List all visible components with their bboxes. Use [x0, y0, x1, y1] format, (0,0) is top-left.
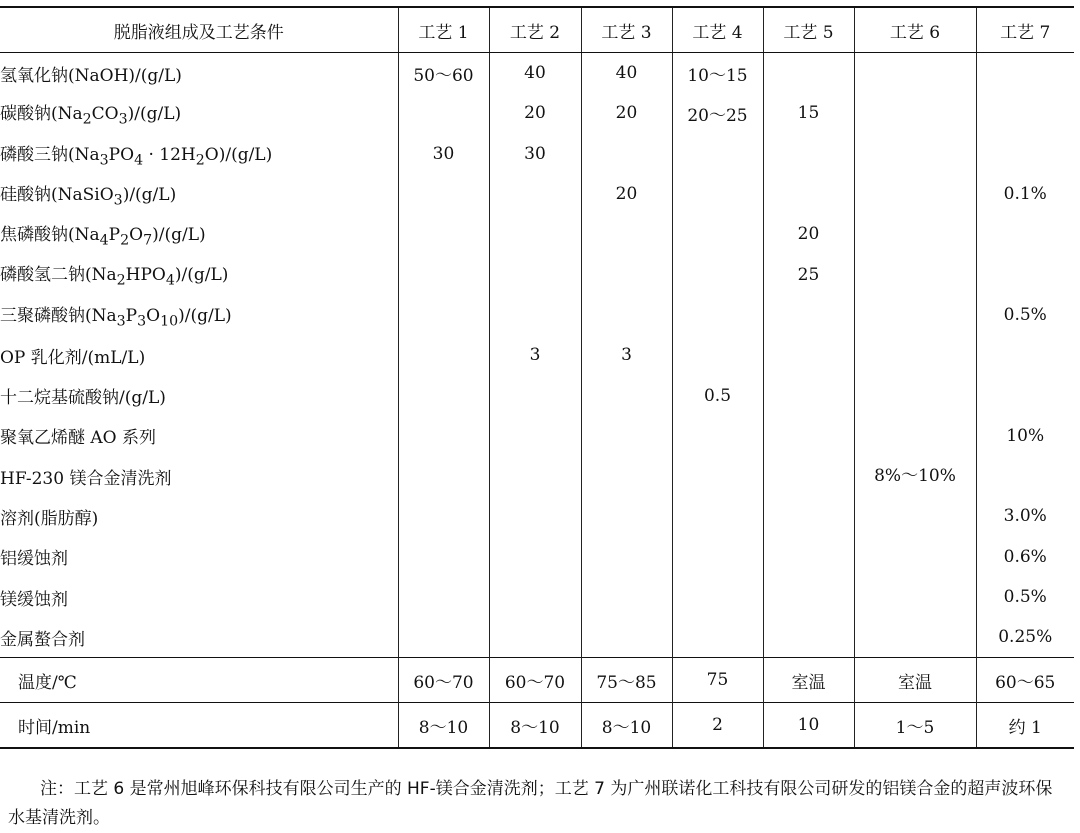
cell-p2: [489, 416, 581, 456]
cell-p5: [763, 537, 854, 577]
row-label: 磷酸三钠$(Na_3PO_4 \cdot 12H_2O)/(g/L)$: [0, 144, 273, 168]
table-header-row: [0, 7, 1074, 53]
cell-p7: 0.6%: [976, 537, 1074, 577]
cell-p1: 60～70: [398, 658, 489, 703]
header-process-5: 工艺 5: [763, 7, 854, 53]
cell-p6-merged: [854, 53, 976, 658]
cell-p2: [489, 375, 581, 415]
cell-p2: [489, 617, 581, 658]
cell-p7: 约 1: [976, 703, 1074, 749]
cell-p5: 25: [763, 254, 854, 294]
cell-p1: 50～60: [398, 53, 489, 94]
cell-p2: [489, 577, 581, 617]
cell-p3: [581, 134, 672, 174]
cell-p7: 0.5%: [976, 577, 1074, 617]
cell-p3: [581, 537, 672, 577]
row-label: 聚氧乙烯醚 AO 系列: [0, 428, 157, 449]
cell-p7: [976, 53, 1074, 94]
row-label: 金属螯合剂: [0, 629, 85, 650]
cell-p1: [398, 577, 489, 617]
cell-p1: [398, 335, 489, 375]
row-label: HF-230 镁合金清洗剂: [0, 468, 172, 489]
process-table-container: [0, 6, 1074, 749]
header-process-1: 工艺 1: [398, 7, 489, 53]
row-label: 铝缓蚀剂: [0, 549, 68, 570]
cell-p7: 0.1%: [976, 174, 1074, 214]
cell-p4: [672, 335, 763, 375]
cell-p5: [763, 53, 854, 94]
cell-p2: 60～70: [489, 658, 581, 703]
cell-p3: [581, 214, 672, 254]
cell-p7: [976, 93, 1074, 133]
cell-p4: 75: [672, 658, 763, 703]
cell-p4: [672, 496, 763, 536]
cell-p3: [581, 375, 672, 415]
cell-p7: [976, 254, 1074, 294]
cell-p5: [763, 456, 854, 496]
row-label: 三聚磷酸钠$(Na_3P_3O_{10})/(g/L)$: [0, 305, 232, 330]
cell-p2: [489, 456, 581, 496]
row-label: 焦磷酸钠$(Na_4P_2O_7)/(g/L)$: [0, 225, 206, 249]
cell-p2: [489, 254, 581, 294]
cell-p4: 10～15: [672, 53, 763, 94]
cell-p2: [489, 496, 581, 536]
cell-p3: 20: [581, 174, 672, 214]
cell-p5: 10: [763, 703, 854, 749]
cell-p3: [581, 456, 672, 496]
cell-p4: [672, 174, 763, 214]
cell-p1: [398, 375, 489, 415]
cell-p5: [763, 134, 854, 174]
cell-p2: [489, 214, 581, 254]
temperature-row: [0, 658, 1074, 703]
cell-p4: [672, 214, 763, 254]
cell-p4: 20～25: [672, 93, 763, 133]
cell-p4: [672, 617, 763, 658]
cell-p1: [398, 174, 489, 214]
cell-p1: 30: [398, 134, 489, 174]
cell-p3: 3: [581, 335, 672, 375]
cell-p6: 1～5: [854, 703, 976, 749]
cell-p5: 室温: [763, 658, 854, 703]
table-footnote: 注：工艺 6 是常州旭峰环保科技有限公司生产的 HF-镁合金清洗剂；工艺 7 为广州联诺化工科技有限公司研发的铝镁合金的超声波环保水基清洗剂。: [8, 779, 1053, 828]
cell-p3: 75～85: [581, 658, 672, 703]
cell-p3: [581, 254, 672, 294]
cell-p1: [398, 214, 489, 254]
cell-p2: [489, 295, 581, 335]
row-label: 碳酸钠$(Na_2CO_3)/(g/L)$: [0, 104, 182, 128]
cell-p1: [398, 537, 489, 577]
degreasing-process-table: [0, 6, 1074, 749]
cell-p2: 40: [489, 53, 581, 94]
cell-p3: 40: [581, 53, 672, 94]
header-process-7: 工艺 7: [976, 7, 1074, 53]
cell-p4: 2: [672, 703, 763, 749]
cell-p5: [763, 577, 854, 617]
cell-p4: [672, 416, 763, 456]
cell-p2: 8～10: [489, 703, 581, 749]
cell-p7: [976, 134, 1074, 174]
cell-p3: [581, 416, 672, 456]
cell-p5: [763, 174, 854, 214]
cell-p5: [763, 335, 854, 375]
cell-p2: 3: [489, 335, 581, 375]
cell-p1: [398, 456, 489, 496]
header-process-2: 工艺 2: [489, 7, 581, 53]
cell-p7: 3.0%: [976, 496, 1074, 536]
header-composition: 脱脂液组成及工艺条件: [0, 7, 398, 53]
row-label: 硅酸钠(NaSiO$_3$)/(g/L): [0, 184, 177, 209]
cell-p1: [398, 496, 489, 536]
cell-p4: 0.5: [672, 375, 763, 415]
cell-p7: 0.5%: [976, 295, 1074, 335]
row-label: 镁缓蚀剂: [0, 589, 68, 610]
cell-p1: [398, 416, 489, 456]
cell-p2: [489, 174, 581, 214]
cell-p2: 20: [489, 93, 581, 133]
row-label: 溶剂(脂肪醇): [0, 508, 99, 529]
cell-p6: 室温: [854, 658, 976, 703]
cell-p3: 20: [581, 93, 672, 133]
cell-p1: [398, 617, 489, 658]
row-label: 时间/min: [0, 703, 398, 749]
p6-value: 8%～10%: [874, 465, 956, 486]
cell-p5: [763, 295, 854, 335]
cell-p7: 10%: [976, 416, 1074, 456]
cell-p7: [976, 214, 1074, 254]
cell-p4: [672, 134, 763, 174]
cell-p2: [489, 537, 581, 577]
cell-p4: [672, 295, 763, 335]
cell-p5: [763, 617, 854, 658]
cell-p7: [976, 456, 1074, 496]
cell-p3: [581, 496, 672, 536]
cell-p4: [672, 456, 763, 496]
cell-p1: [398, 254, 489, 294]
row-label: 磷酸氢二钠$(Na_2HPO_4)/(g/L)$: [0, 265, 229, 289]
row-label: 温度/℃: [0, 658, 398, 703]
cell-p2: 30: [489, 134, 581, 174]
cell-p3: 8～10: [581, 703, 672, 749]
header-process-3: 工艺 3: [581, 7, 672, 53]
cell-p7: [976, 375, 1074, 415]
cell-p3: [581, 617, 672, 658]
cell-p4: [672, 537, 763, 577]
cell-p3: [581, 577, 672, 617]
cell-p1: [398, 295, 489, 335]
row-label: OP 乳化剂/(mL/L): [0, 347, 146, 368]
cell-p5: [763, 375, 854, 415]
cell-p7: [976, 335, 1074, 375]
table-row: [0, 53, 1074, 94]
cell-p5: 15: [763, 93, 854, 133]
cell-p7: 0.25%: [976, 617, 1074, 658]
cell-p4: [672, 254, 763, 294]
cell-p5: [763, 496, 854, 536]
cell-p3: [581, 295, 672, 335]
row-label: 十二烷基硫酸钠/(g/L): [0, 388, 166, 409]
cell-p5: 20: [763, 214, 854, 254]
cell-p1: [398, 93, 489, 133]
cell-p4: [672, 577, 763, 617]
cell-p5: [763, 416, 854, 456]
time-row: [0, 703, 1074, 749]
header-process-4: 工艺 4: [672, 7, 763, 53]
header-process-6: 工艺 6: [854, 7, 976, 53]
cell-p7: 60～65: [976, 658, 1074, 703]
cell-p1: 8～10: [398, 703, 489, 749]
row-label: 氢氧化钠(NaOH)/(g/L): [0, 65, 182, 86]
